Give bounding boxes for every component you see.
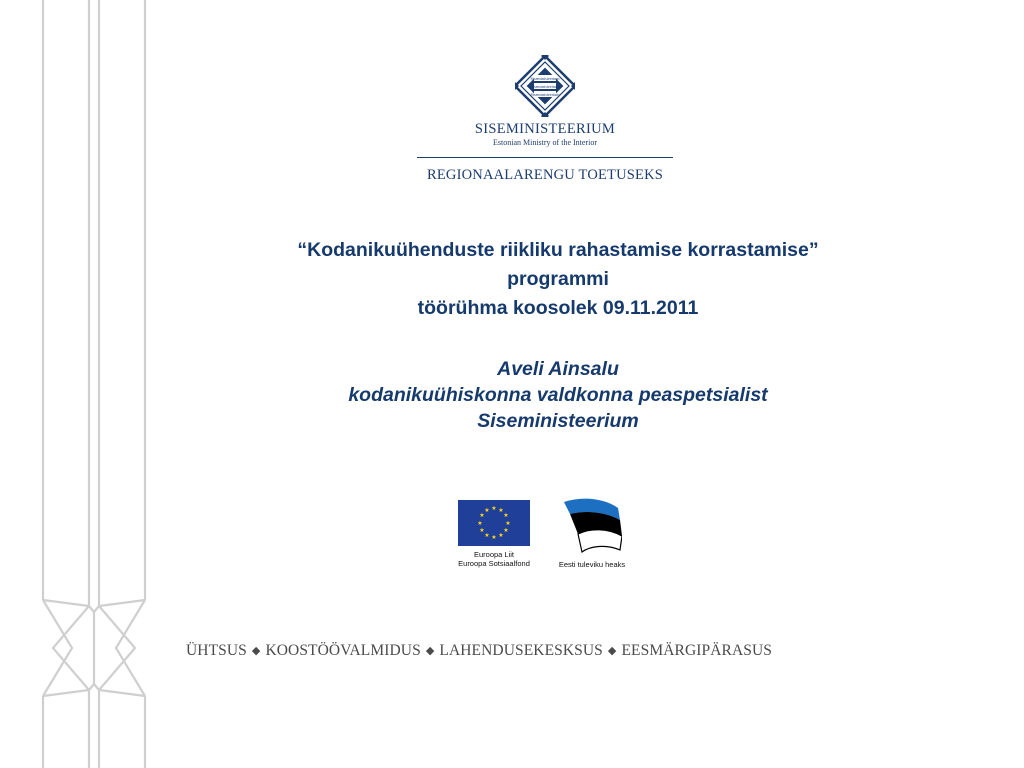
estonia-caption: Eesti tuleviku heaks bbox=[558, 560, 626, 569]
value-item: KOOSTÖÖVALMIDUS bbox=[265, 642, 421, 659]
svg-text:★: ★ bbox=[503, 512, 509, 519]
value-item: LAHENDUSEKESKSUS bbox=[439, 642, 603, 659]
eu-caption bbox=[456, 550, 532, 568]
svg-text:★: ★ bbox=[498, 532, 504, 539]
eu-logo bbox=[456, 500, 532, 572]
svg-text:★: ★ bbox=[491, 505, 497, 512]
title-line: programmi bbox=[507, 268, 609, 290]
left-ornament bbox=[0, 0, 160, 768]
title-line: “Kodanikuühenduste riikliku rahastamise korrastamise” bbox=[297, 239, 819, 261]
diamond-separator-icon: ◆ bbox=[425, 645, 435, 657]
svg-text:★: ★ bbox=[479, 512, 485, 519]
eu-caption-line: Euroopa Liit bbox=[473, 550, 515, 559]
svg-text:★: ★ bbox=[503, 527, 509, 534]
author-name: Aveli Ainsalu bbox=[497, 358, 619, 380]
author-position: kodanikuühiskonna valdkonna peaspetsialist bbox=[348, 384, 768, 406]
estonia-flag-wave-icon bbox=[560, 498, 622, 554]
svg-text:★: ★ bbox=[498, 507, 504, 514]
author-organization: Siseministeerium bbox=[477, 410, 639, 432]
diamond-separator-icon: ◆ bbox=[251, 645, 261, 657]
ministry-name: SISEMINISTEERIUM bbox=[474, 121, 616, 137]
svg-text:★: ★ bbox=[477, 520, 483, 527]
ministry-emblem-icon bbox=[515, 55, 575, 117]
logo-divider bbox=[417, 157, 673, 158]
title-line: töörühma koosolek 09.11.2011 bbox=[417, 297, 699, 319]
estonia-logo bbox=[552, 498, 632, 570]
eu-caption-line: Euroopa Sotsiaalfond bbox=[458, 559, 530, 568]
svg-text:★: ★ bbox=[505, 520, 511, 527]
svg-text:★: ★ bbox=[479, 527, 485, 534]
emblem-label: Siseministeerium bbox=[530, 76, 560, 81]
value-item: EESMÄRGIPÄRASUS bbox=[621, 642, 772, 659]
slide-title bbox=[180, 236, 936, 323]
diamond-separator-icon: ◆ bbox=[607, 645, 617, 657]
value-item: ÜHTSUS bbox=[186, 642, 247, 659]
values-footer bbox=[186, 642, 772, 660]
svg-text:★: ★ bbox=[484, 507, 490, 514]
author-block bbox=[180, 356, 936, 434]
emblem-label: Siseministeerium bbox=[530, 84, 560, 89]
eu-flag-icon bbox=[458, 500, 530, 546]
svg-text:★: ★ bbox=[484, 532, 490, 539]
ministry-subtitle: Estonian Ministry of the Interior bbox=[493, 138, 597, 147]
ministry-logo bbox=[415, 55, 675, 190]
svg-text:★: ★ bbox=[491, 534, 497, 541]
emblem-label: Siseministeerium bbox=[530, 92, 560, 97]
funding-text: REGIONAALARENGU TOETUSEKS bbox=[426, 167, 664, 183]
